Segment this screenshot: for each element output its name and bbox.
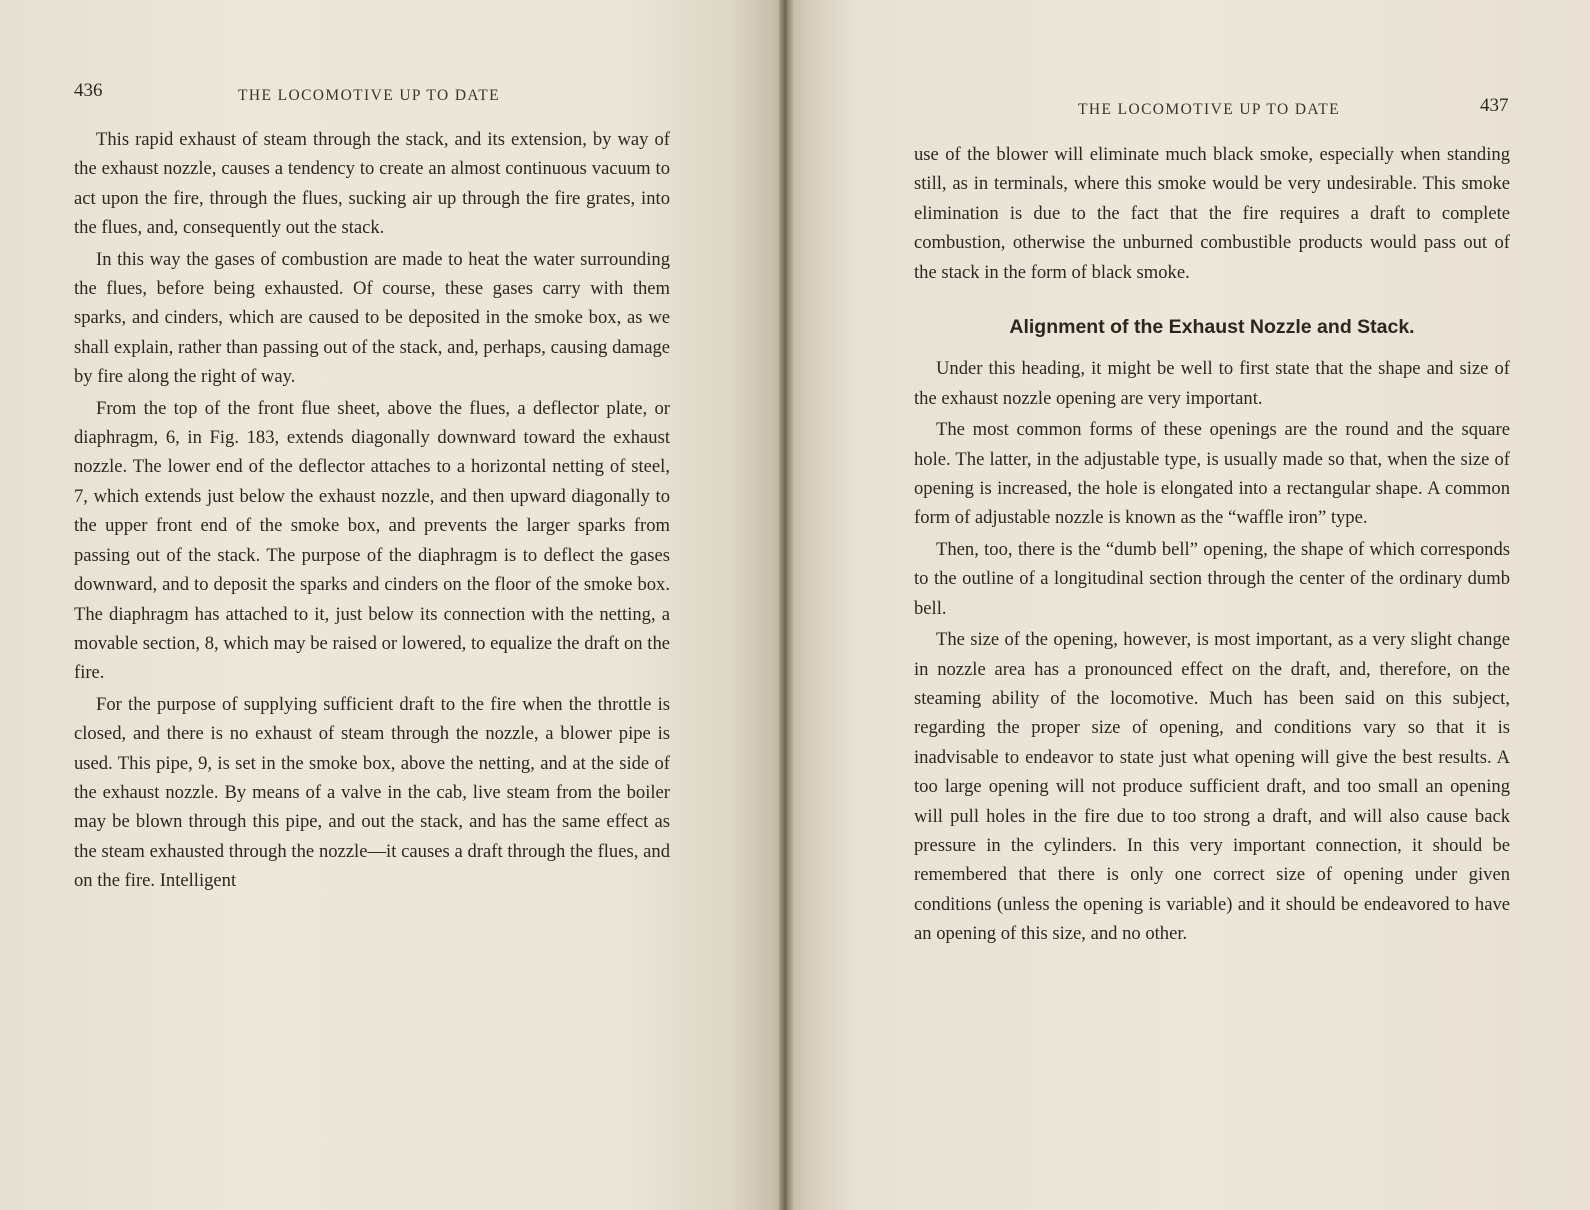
page-number-right: 437 xyxy=(1480,95,1509,116)
left-page xyxy=(0,0,786,1210)
running-head-right: THE LOCOMOTIVE UP TO DATE xyxy=(1078,101,1341,118)
paragraph: In this way the gases of combustion are made to heat the water surrounding the flues, before being exhausted. Of course, these gases carry with them sparks, and cinders, which are caused to be deposited in the smoke box, as we shall explain, rather than passing out of the stack, and, perhaps, causing damage by fire along the right of way. xyxy=(74,248,670,388)
paragraph: From the top of the front flue sheet, above the flues, a deflector plate, or diaphragm, 6, in Fig. 183, extends diagonally downward toward the exhaust nozzle. The lower end of the deflector attaches to a horizontal netting of steel, 7, which extends just below the exhaust nozzle, and then upward diagonally to the upper front end of the smoke box, and prevents the larger sparks from passing out of the stack. The purpose of the diaphragm is to deflect the gases downward, and to deposit the sparks and cinders on the floor of the smoke box. The diaphragm has attached to it, just below its connection with the netting, a movable section, 8, which may be raised or lowered, to equalize the draft on the fire. xyxy=(74,397,670,684)
paragraph: The most common forms of these openings are the round and the square hole. The latter, in the adjustable type, is usually made so that, when the size of opening is increased, the hole is elongated into a rectangular shape. A common form of adjustable nozzle is known as the “waffle iron” type. xyxy=(914,419,1510,529)
paragraph: Then, too, there is the “dumb bell” opening, the shape of which corresponds to the outline of a longitudinal section through the center of the ordinary dumb bell. xyxy=(914,538,1510,619)
left-page-body xyxy=(74,125,670,898)
running-head-left: THE LOCOMOTIVE UP TO DATE xyxy=(238,87,501,104)
book-gutter xyxy=(779,0,793,1210)
paragraph: This rapid exhaust of steam through the stack, and its extension, by way of the exhaust nozzle, causes a tendency to create an almost continuous vacuum to act upon the fire, through the flues, sucking air up through the fire grates, into the flues, and, consequently out the stack. xyxy=(74,129,670,239)
paragraph: Under this heading, it might be well to first state that the shape and size of the exhaust nozzle opening are very important. xyxy=(914,358,1510,409)
section-heading: Alignment of the Exhaust Nozzle and Stack. xyxy=(1009,316,1415,339)
paragraph: For the purpose of supplying sufficient draft to the fire when the throttle is closed, and there is no exhaust of steam through the nozzle, a blower pipe is used. This pipe, 9, is set in the smoke box, above the netting, and at the side of the exhaust nozzle. By means of a valve in the cab, live steam from the boiler may be blown through this pipe, and out the stack, and has the same effect as the steam exhausted through the nozzle—it causes a draft through the flues, and on the fire. Intelligent xyxy=(74,693,670,892)
page-number-left: 436 xyxy=(74,80,103,101)
continuation-paragraph: use of the blower will eliminate much black smoke, especially when standing still, as in terminals, where this smoke would be very undesirable. This smoke elimination is due to the fact that the fire requires a draft to complete combustion, otherwise the unburned combustible products would pass out of the stack in the form of black smoke. xyxy=(914,144,1510,283)
paragraph: The size of the opening, however, is most important, as a very slight change in nozzle area has a pronounced effect on the draft, and, therefore, on the steaming ability of the locomotive. Much has been said on this subject, regarding the proper size of opening, and conditions vary so that it is inadvisable to endeavor to state just what opening will give the best results. A too large opening will not produce sufficient draft, and too small an opening will pull holes in the fire due to too strong a draft, and will also cause back pressure in the cylinders. In this very important connection, it should be remembered that there is only one correct size of opening under given conditions (unless the opening is variable) and it should be endeavored to have an opening of this size, and no other. xyxy=(914,629,1510,945)
right-page-body xyxy=(914,140,1510,951)
